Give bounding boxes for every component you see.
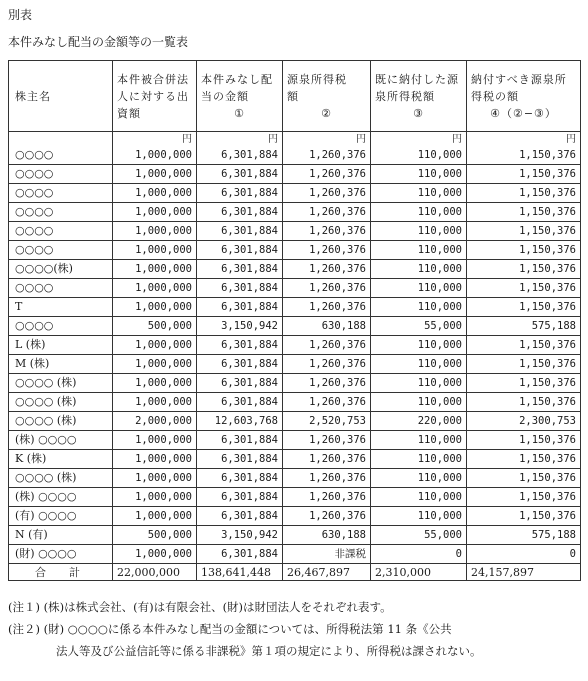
investment-cell: 1,000,000	[113, 279, 197, 298]
shareholder-name-cell: ○○○○ (株)	[9, 374, 113, 393]
paid-tax-cell: 110,000	[371, 184, 467, 203]
shareholder-name-cell: (財) ○○○○	[9, 545, 113, 564]
withholding-tax-cell: 1,260,376	[283, 279, 371, 298]
dividend-cell: 6,301,884	[197, 222, 283, 241]
table-row	[9, 165, 581, 184]
withholding-tax-cell: 1,260,376	[283, 298, 371, 317]
dividend-cell: 6,301,884	[197, 469, 283, 488]
withholding-tax-cell: 1,260,376	[283, 431, 371, 450]
header-investment	[113, 61, 197, 132]
investment-cell: 1,000,000	[113, 488, 197, 507]
paid-tax-cell: 55,000	[371, 317, 467, 336]
tax-due-cell: 1,150,376	[467, 488, 581, 507]
withholding-tax-cell: 630,188	[283, 526, 371, 545]
tax-due-cell: 1,150,376	[467, 431, 581, 450]
withholding-tax-cell: 1,260,376	[283, 336, 371, 355]
shareholder-name-cell: ○○○○	[9, 241, 113, 260]
table-row	[9, 184, 581, 203]
dividend-cell: 6,301,884	[197, 374, 283, 393]
table-row	[9, 279, 581, 298]
table-row	[9, 317, 581, 336]
dividend-cell: 6,301,884	[197, 241, 283, 260]
paid-tax-cell: 55,000	[371, 526, 467, 545]
withholding-tax-cell: 1,260,376	[283, 222, 371, 241]
header-withholding-tax-label: 源泉所得税 額	[287, 72, 359, 103]
investment-cell: 1,000,000	[113, 507, 197, 526]
tax-due-cell: 1,150,376	[467, 355, 581, 374]
header-tax-due-label: 納付すべき源泉所得税の額	[471, 72, 567, 103]
paid-tax-cell: 0	[371, 545, 467, 564]
total-dividend: 138,641,448	[197, 564, 283, 581]
investment-cell: 1,000,000	[113, 260, 197, 279]
dividend-cell: 6,301,884	[197, 298, 283, 317]
header-dividend	[197, 61, 283, 132]
tax-due-cell: 1,150,376	[467, 374, 581, 393]
shareholder-name-cell: (有) ○○○○	[9, 507, 113, 526]
tax-due-cell: 1,150,376	[467, 146, 581, 165]
shareholder-name-cell: N (有)	[9, 526, 113, 545]
table-row	[9, 203, 581, 222]
tax-due-cell: 1,150,376	[467, 260, 581, 279]
dividend-table	[8, 60, 581, 581]
table-header-row	[9, 61, 581, 132]
total-row	[9, 564, 581, 581]
table-row	[9, 374, 581, 393]
withholding-tax-cell: 1,260,376	[283, 260, 371, 279]
unit-cell: 円	[371, 132, 467, 147]
paid-tax-cell: 110,000	[371, 374, 467, 393]
tax-due-cell: 1,150,376	[467, 279, 581, 298]
investment-cell: 1,000,000	[113, 241, 197, 260]
shareholder-name-cell: ○○○○(株)	[9, 260, 113, 279]
withholding-tax-cell: 1,260,376	[283, 469, 371, 488]
dividend-cell: 6,301,884	[197, 146, 283, 165]
dividend-cell: 6,301,884	[197, 336, 283, 355]
withholding-tax-cell: 1,260,376	[283, 184, 371, 203]
table-row	[9, 222, 581, 241]
withholding-tax-cell: 1,260,376	[283, 374, 371, 393]
investment-cell: 1,000,000	[113, 222, 197, 241]
tax-due-cell: 1,150,376	[467, 298, 581, 317]
dividend-cell: 6,301,884	[197, 450, 283, 469]
shareholder-name-cell: L (株)	[9, 336, 113, 355]
tax-due-cell: 575,188	[467, 526, 581, 545]
table-row	[9, 298, 581, 317]
tax-due-cell: 1,150,376	[467, 184, 581, 203]
shareholder-name-cell: ○○○○	[9, 317, 113, 336]
tax-due-cell: 1,150,376	[467, 165, 581, 184]
unit-cell: 円	[197, 132, 283, 147]
table-row	[9, 469, 581, 488]
paid-tax-cell: 110,000	[371, 298, 467, 317]
investment-cell: 1,000,000	[113, 393, 197, 412]
withholding-tax-cell: 1,260,376	[283, 450, 371, 469]
notes-section	[8, 596, 580, 662]
shareholder-name-cell: ○○○○	[9, 146, 113, 165]
total-label: 合 計	[9, 564, 113, 581]
paid-tax-cell: 110,000	[371, 260, 467, 279]
paid-tax-cell: 110,000	[371, 431, 467, 450]
paid-tax-cell: 110,000	[371, 393, 467, 412]
investment-cell: 1,000,000	[113, 146, 197, 165]
table-row	[9, 241, 581, 260]
header-withholding-tax	[283, 61, 371, 132]
unit-row	[9, 132, 581, 147]
shareholder-name-cell: ○○○○ (株)	[9, 412, 113, 431]
table-caption: 本件みなし配当の金額等の一覧表	[8, 35, 189, 49]
shareholder-name-cell: ○○○○	[9, 203, 113, 222]
tax-due-cell: 1,150,376	[467, 203, 581, 222]
tax-due-cell: 1,150,376	[467, 241, 581, 260]
header-dividend-label: 本件みなし配当の金額	[201, 72, 273, 103]
table-row	[9, 260, 581, 279]
paid-tax-cell: 110,000	[371, 165, 467, 184]
paid-tax-cell: 110,000	[371, 203, 467, 222]
paid-tax-cell: 110,000	[371, 336, 467, 355]
shareholder-name-cell: K (株)	[9, 450, 113, 469]
header-tax-due-mark: ④（②−③）	[490, 106, 557, 120]
dividend-cell: 6,301,884	[197, 184, 283, 203]
dividend-cell: 6,301,884	[197, 355, 283, 374]
shareholder-name-cell: ○○○○ (株)	[9, 393, 113, 412]
shareholder-name-cell: ○○○○	[9, 279, 113, 298]
withholding-tax-cell: 2,520,753	[283, 412, 371, 431]
unit-cell-empty	[9, 132, 113, 147]
paid-tax-cell: 110,000	[371, 279, 467, 298]
dividend-cell: 6,301,884	[197, 507, 283, 526]
header-paid-tax	[371, 61, 467, 132]
header-paid-tax-label: 既に納付した源泉所得税額	[375, 72, 459, 103]
investment-cell: 2,000,000	[113, 412, 197, 431]
table-row	[9, 355, 581, 374]
header-shareholder-name: 株主名	[9, 61, 113, 132]
investment-cell: 1,000,000	[113, 355, 197, 374]
dividend-cell: 6,301,884	[197, 488, 283, 507]
total-investment: 22,000,000	[113, 564, 197, 581]
table-row	[9, 146, 581, 165]
dividend-cell: 12,603,768	[197, 412, 283, 431]
unit-cell: 円	[113, 132, 197, 147]
tax-due-cell: 1,150,376	[467, 469, 581, 488]
investment-cell: 500,000	[113, 526, 197, 545]
withholding-tax-cell: 1,260,376	[283, 165, 371, 184]
investment-cell: 1,000,000	[113, 336, 197, 355]
dividend-cell: 6,301,884	[197, 431, 283, 450]
header-paid-tax-mark: ③	[413, 106, 424, 120]
table-row	[9, 393, 581, 412]
dividend-cell: 6,301,884	[197, 279, 283, 298]
shareholder-name-cell: (株) ○○○○	[9, 431, 113, 450]
dividend-cell: 6,301,884	[197, 260, 283, 279]
paid-tax-cell: 110,000	[371, 355, 467, 374]
table-row	[9, 336, 581, 355]
withholding-tax-cell: 1,260,376	[283, 241, 371, 260]
shareholder-name-cell: M (株)	[9, 355, 113, 374]
investment-cell: 1,000,000	[113, 469, 197, 488]
paid-tax-cell: 110,000	[371, 450, 467, 469]
header-investment-label: 本件被合併法人に対する出資額	[117, 72, 189, 120]
withholding-tax-cell: 1,260,376	[283, 507, 371, 526]
total-tax-due: 24,157,897	[467, 564, 581, 581]
paid-tax-cell: 110,000	[371, 507, 467, 526]
unit-cell: 円	[467, 132, 581, 147]
dividend-cell: 6,301,884	[197, 393, 283, 412]
paid-tax-cell: 110,000	[371, 488, 467, 507]
paid-tax-cell: 110,000	[371, 146, 467, 165]
investment-cell: 1,000,000	[113, 431, 197, 450]
tax-due-cell: 2,300,753	[467, 412, 581, 431]
shareholder-name-cell: (株) ○○○○	[9, 488, 113, 507]
tax-due-cell: 575,188	[467, 317, 581, 336]
shareholder-name-cell: ○○○○	[9, 222, 113, 241]
total-withholding-tax: 26,467,897	[283, 564, 371, 581]
withholding-tax-cell: 1,260,376	[283, 488, 371, 507]
dividend-cell: 3,150,942	[197, 526, 283, 545]
total-paid-tax: 2,310,000	[371, 564, 467, 581]
investment-cell: 1,000,000	[113, 165, 197, 184]
withholding-tax-cell: 1,260,376	[283, 203, 371, 222]
withholding-tax-cell: 1,260,376	[283, 146, 371, 165]
header-tax-due	[467, 61, 581, 132]
paid-tax-cell: 220,000	[371, 412, 467, 431]
dividend-cell: 6,301,884	[197, 203, 283, 222]
investment-cell: 1,000,000	[113, 203, 197, 222]
table-row	[9, 450, 581, 469]
withholding-tax-cell: 1,260,376	[283, 355, 371, 374]
investment-cell: 1,000,000	[113, 184, 197, 203]
shareholder-name-cell: ○○○○	[9, 165, 113, 184]
tax-due-cell: 1,150,376	[467, 450, 581, 469]
table-row	[9, 507, 581, 526]
document-label: 別表	[8, 8, 33, 22]
paid-tax-cell: 110,000	[371, 241, 467, 260]
header-dividend-mark: ①	[234, 106, 245, 120]
tax-due-cell: 1,150,376	[467, 336, 581, 355]
withholding-tax-cell: 非課税	[283, 545, 371, 564]
withholding-tax-cell: 1,260,376	[283, 393, 371, 412]
dividend-cell: 6,301,884	[197, 545, 283, 564]
table-row	[9, 526, 581, 545]
withholding-tax-cell: 630,188	[283, 317, 371, 336]
tax-due-cell: 1,150,376	[467, 507, 581, 526]
note-1: (注１) (株)は株式会社、(有)は有限会社、(財)は財団法人をそれぞれ表す。	[8, 600, 392, 614]
table-row	[9, 545, 581, 564]
tax-due-cell: 1,150,376	[467, 222, 581, 241]
tax-due-cell: 1,150,376	[467, 393, 581, 412]
shareholder-name-cell: ○○○○	[9, 184, 113, 203]
unit-cell: 円	[283, 132, 371, 147]
shareholder-name-cell: T	[9, 298, 113, 317]
dividend-cell: 6,301,884	[197, 165, 283, 184]
shareholder-name-cell: ○○○○ (株)	[9, 469, 113, 488]
header-withholding-tax-mark: ②	[321, 106, 332, 120]
tax-due-cell: 0	[467, 545, 581, 564]
dividend-cell: 3,150,942	[197, 317, 283, 336]
note-2-line-2: 法人等及び公益信託等に係る非課税》第１項の規定により、所得税は課されない。	[56, 644, 482, 658]
investment-cell: 1,000,000	[113, 545, 197, 564]
table-row	[9, 431, 581, 450]
table-row	[9, 412, 581, 431]
table-row	[9, 488, 581, 507]
investment-cell: 1,000,000	[113, 374, 197, 393]
investment-cell: 1,000,000	[113, 298, 197, 317]
paid-tax-cell: 110,000	[371, 222, 467, 241]
investment-cell: 500,000	[113, 317, 197, 336]
paid-tax-cell: 110,000	[371, 469, 467, 488]
note-2-line-1: (注２) (財) ○○○○に係る本件みなし配当の金額については、所得税法第 11 条《公共	[8, 622, 452, 636]
investment-cell: 1,000,000	[113, 450, 197, 469]
